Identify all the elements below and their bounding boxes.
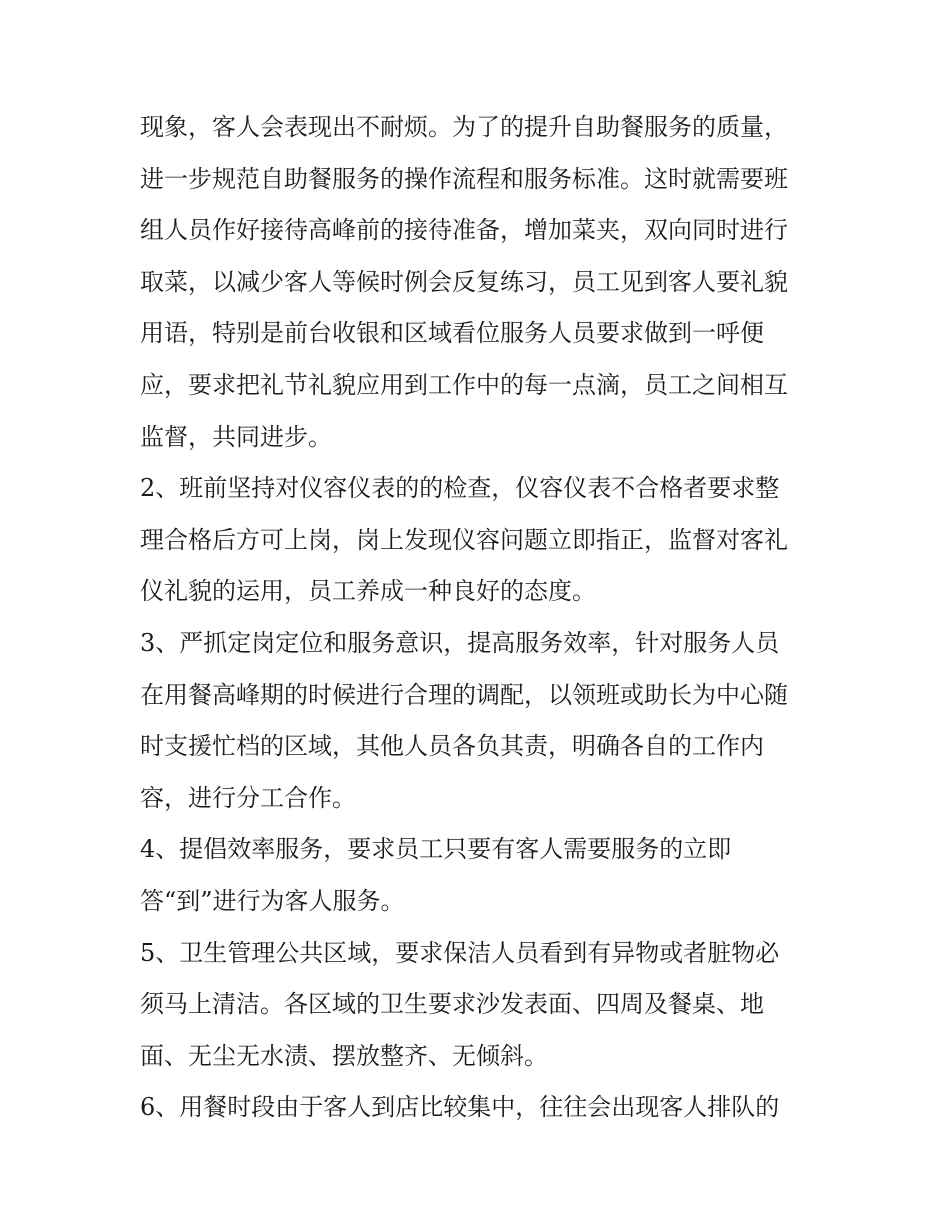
document-body — [140, 102, 830, 1134]
text-line: 应，要求把礼节礼貌应用到工作中的每一点滴，员工之间相互 — [140, 370, 788, 399]
text-line: 仪礼貌的运用，员工养成一种良好的态度。 — [140, 577, 596, 606]
text-line: 时支援忙档的区域，其他人员各负其责，明确各自的工作内 — [140, 732, 764, 761]
text-line: 3、严抓定岗定位和服务意识，提高服务效率，针对服务人员 — [140, 628, 780, 657]
text-line: 须马上清洁。各区域的卫生要求沙发表面、四周及餐桌、地 — [140, 990, 764, 1019]
text-line: 在用餐高峰期的时候进行合理的调配，以领班或助长为中心随 — [140, 680, 788, 709]
text-line: 4、提倡效率服务，要求员工只要有客人需要服务的立即 — [140, 835, 732, 864]
text-line: 2、班前坚持对仪容仪表的的检查，仪容仪表不合格者要求整 — [140, 474, 780, 503]
text-line: 面、无尘无水渍、摆放整齐、无倾斜。 — [140, 1041, 548, 1070]
text-line: 理合格后方可上岗，岗上发现仪容问题立即指正，监督对客礼 — [140, 525, 788, 554]
text-line: 现象，客人会表现出不耐烦。为了的提升自助餐服务的质量， — [140, 113, 788, 141]
text-line: 容，进行分工合作。 — [140, 783, 356, 812]
text-line: 监督，共同进步。 — [140, 422, 332, 451]
text-line: 用语，特别是前台收银和区域看位服务人员要求做到一呼便 — [140, 319, 764, 348]
text-line: 组人员作好接待高峰前的接待准备，增加菜夹，双向同时进行 — [140, 216, 788, 245]
text-line: 6、用餐时段由于客人到店比较集中，往往会出现客人排队的 — [140, 1093, 780, 1122]
text-line: 取菜，以减少客人等候时例会反复练习，员工见到客人要礼貌 — [140, 267, 788, 296]
text-line: 答“到”进行为客人服务。 — [140, 886, 405, 915]
text-line: 进一步规范自助餐服务的操作流程和服务标准。这时就需要班 — [140, 164, 788, 193]
text-line: 5、卫生管理公共区域，要求保洁人员看到有异物或者脏物必 — [140, 938, 780, 967]
